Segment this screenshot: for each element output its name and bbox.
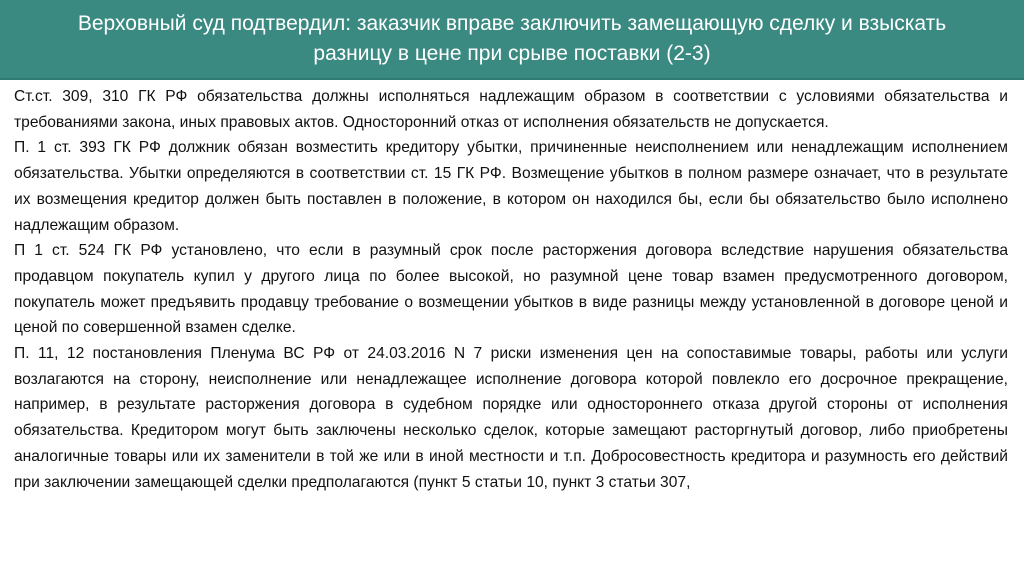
- slide-title: Верховный суд подтвердил: заказчик вправе заключить замещающую сделку и взыскать разницу в цене при срыве поставки (2-3): [77, 12, 947, 65]
- paragraph-article-524: П 1 ст. 524 ГК РФ установлено, что если в разумный срок после расторжения договора вследствие нарушения обязательства продавцом покупатель купил у другого лица по более высокой, но разумной цене товар взамен предусмотренного договором, покупатель может предъявить продавцу требование о возмещении убытков в виде разницы между установленной в договоре ценой и ценой по совершенной взамен сделке.: [14, 242, 1008, 337]
- paragraph-plenum-resolution: П. 11, 12 постановления Пленума ВС РФ от 24.03.2016 N 7 риски изменения цен на сопоставимые товары, работы или услуги возлагаются на сторону, неисполнение или ненадлежащее исполнение договора которой повлекло его досрочное прекращение, например, в результате расторжения договора в судебном порядке или одностороннего отказа другой стороны от исполнения обязательства. Кредитором могут быть заключены несколько сделок, которые замещают расторгнутый договор, либо приобретены аналогичные товары или их заменители в той же или в иной местности и т.п. Добросовестность кредитора и разумность его действий при заключении замещающей сделки предполагаются (пункт 5 статьи 10, пункт 3 статьи 307,: [14, 345, 1008, 491]
- paragraph-article-393: П. 1 ст. 393 ГК РФ должник обязан возместить кредитору убытки, причиненные неисполнением или ненадлежащим исполнением обязательства. Убытки определяются в соответствии ст. 15 ГК РФ. Возмещение убытков в полном размере означает, что в результате их возмещения кредитор должен быть поставлен в положение, в котором он находился бы, если бы обязательство было исполнено надлежащим образом.: [14, 139, 1008, 234]
- slide-body: [14, 84, 1008, 572]
- paragraph-articles-309-310: Ст.ст. 309, 310 ГК РФ обязательства должны исполняться надлежащим образом в соответствии с условиями обязательства и требованиями закона, иных правовых актов. Односторонний отказ от исполнения обязательств не допускается.: [14, 88, 1008, 131]
- header-divider: [0, 78, 1024, 80]
- slide-header: [0, 0, 1024, 78]
